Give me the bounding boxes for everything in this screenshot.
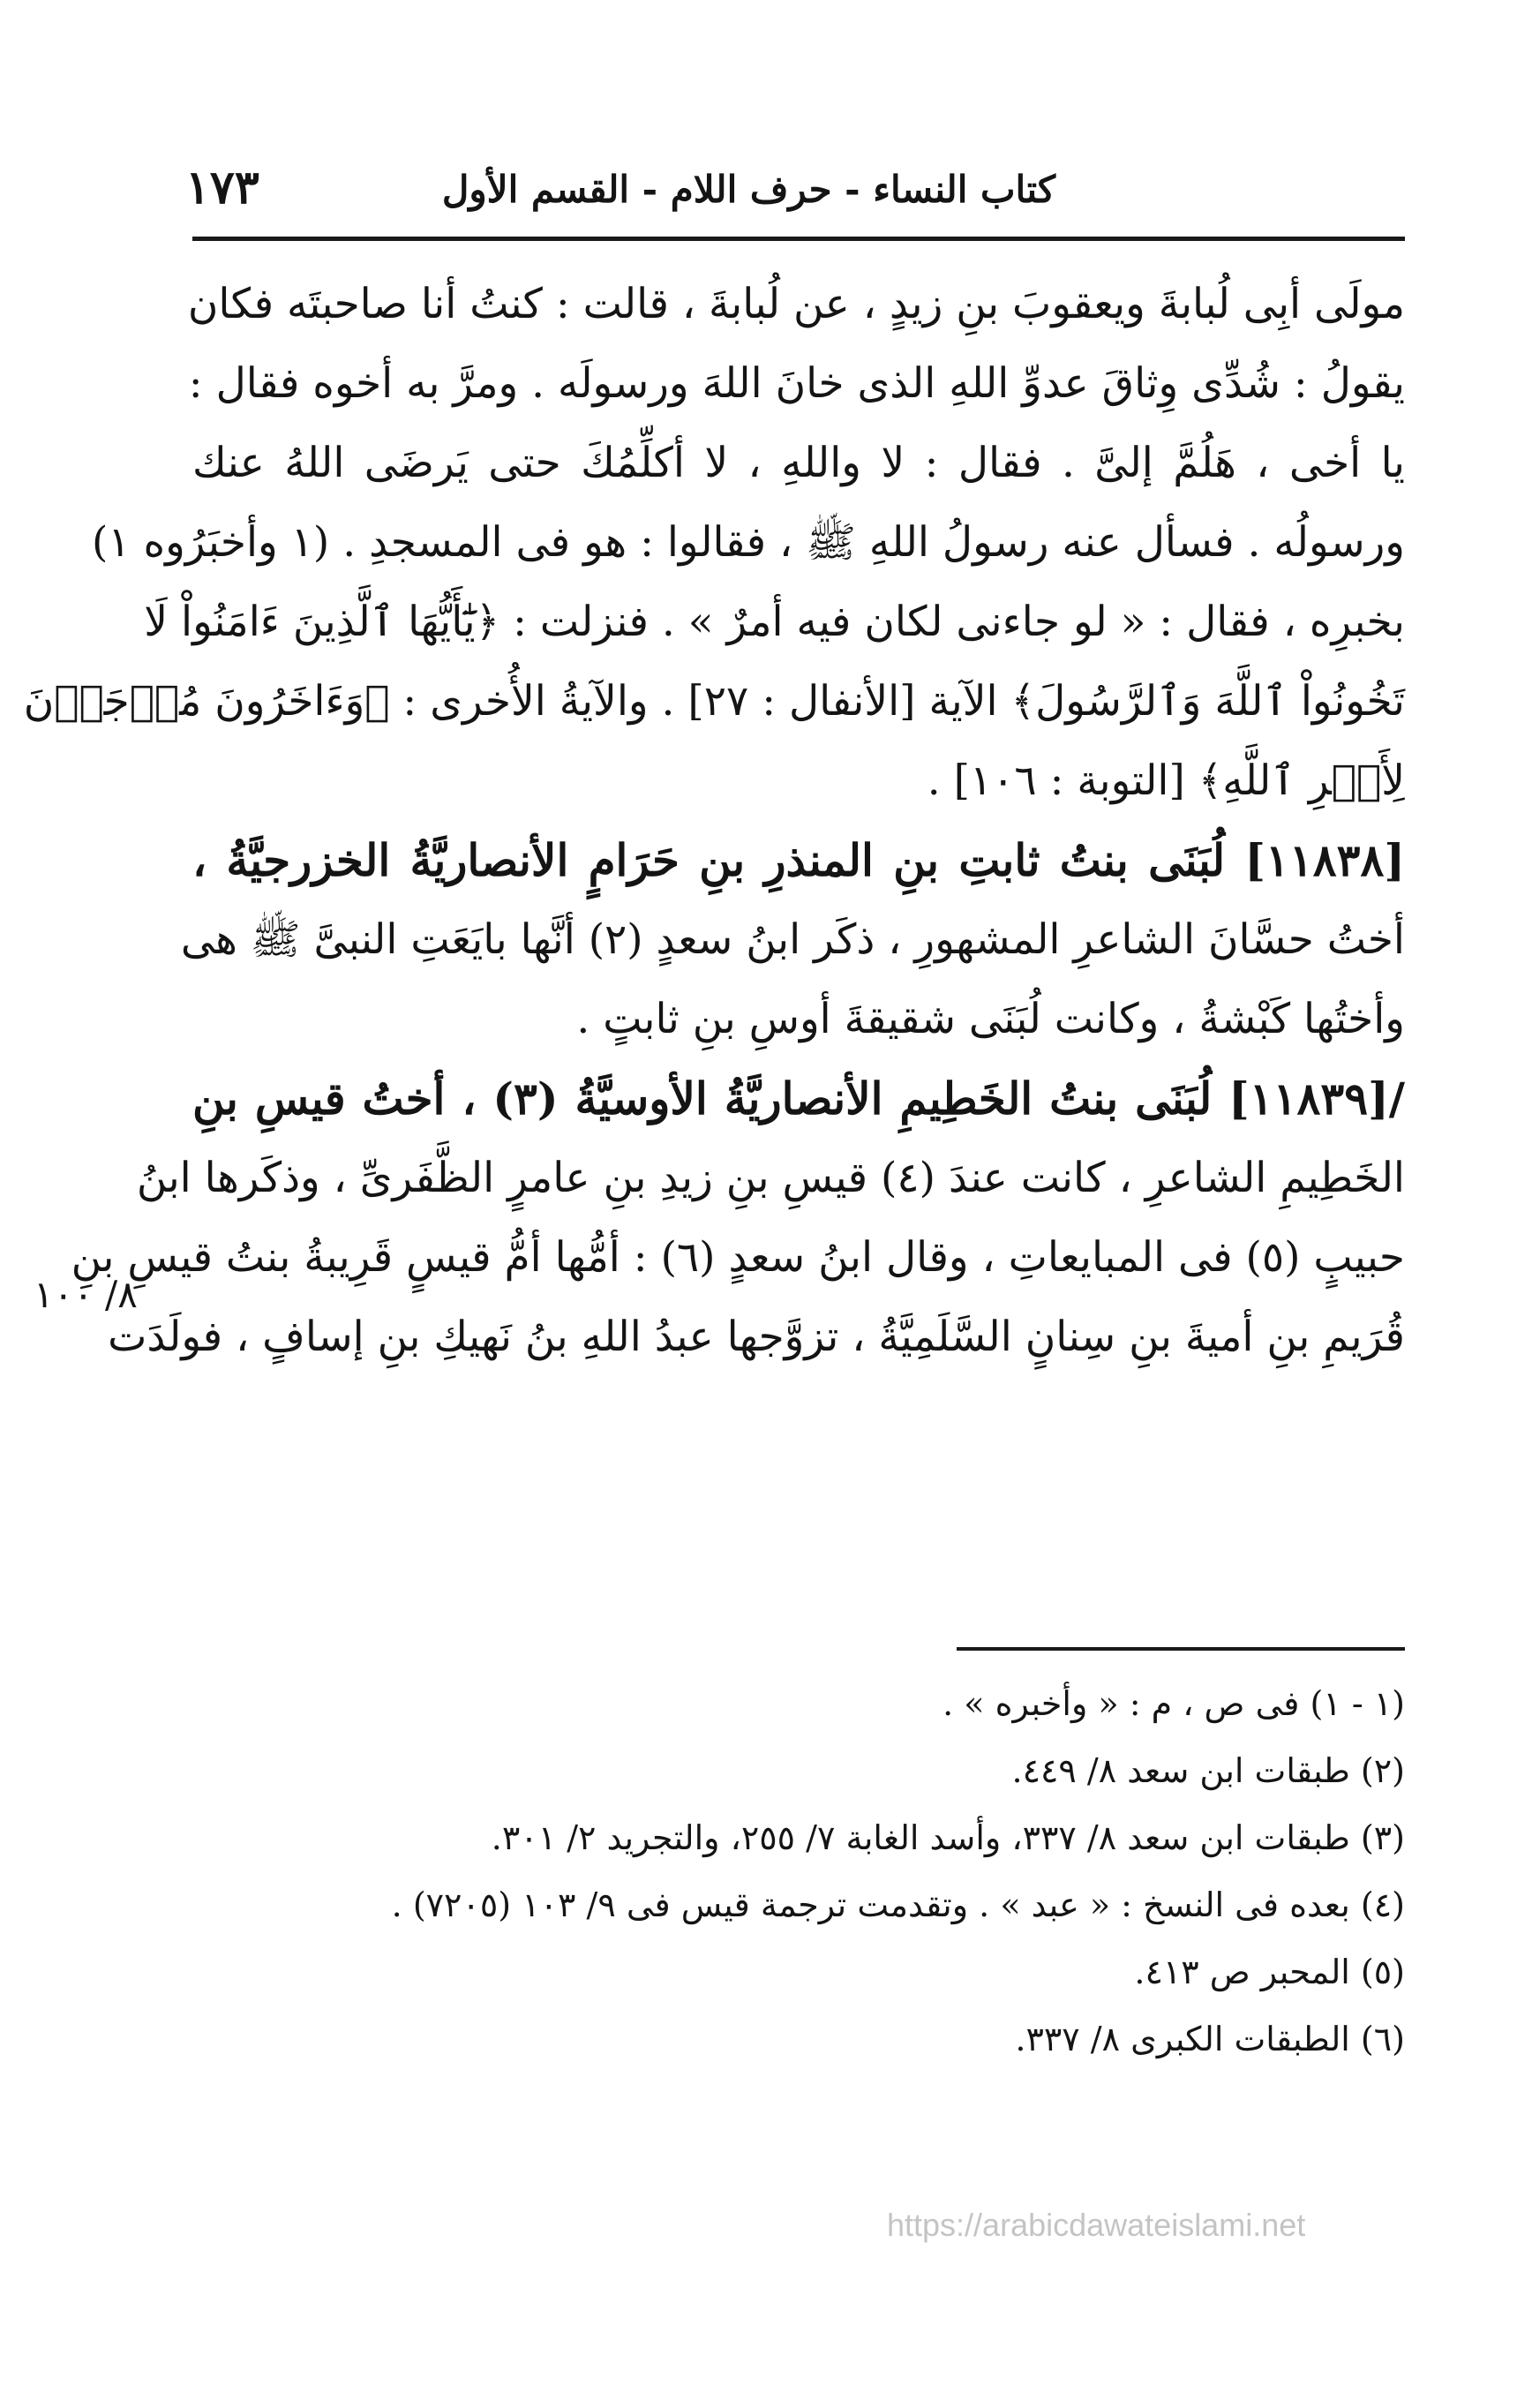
text-line: مولَى أبِى لُبابةَ ويعقوبَ بنِ زيدٍ ، عن لُبابةَ ، قالت : كنتُ أنا صاحبتَه فكان: [187, 280, 1405, 328]
text-line: يقولُ : شُدِّى وِثاقَ عدوِّ اللهِ الذى خانَ اللهَ ورسولَه . ومرَّ به أخوه فقال :: [188, 359, 1405, 408]
text-line: يا أخى ، هَلُمَّ إلىَّ . فقال : لا واللهِ ، لا أكلِّمُكَ حتى يَرضَى اللهُ عنك: [192, 439, 1405, 487]
text-line: تَخُونُواْ ٱللَّهَ وَٱلرَّسُولَ﴾ الآية [الأنفال : ٢٧] . والآيةُ الأُخرى : ﴿وَءَاخَرُونَ مُرۡجَوۡنَ: [23, 677, 1405, 726]
footnotes: [192, 1670, 1405, 2073]
text-line: وأختُها كَبْشةُ ، وكانت لُبَنَى شقيقةَ أوسِ بنِ ثابتٍ .: [576, 995, 1405, 1043]
footnote: (٦) الطبقات الكبرى ٨/ ٣٣٧.: [1015, 2020, 1405, 2058]
margin-volume-reference: ٨/ ١٠٠: [34, 1273, 138, 1316]
entry-heading-11839: /[١١٨٣٩] لُبَنَى بنتُ الخَطِيمِ الأنصاريَّةُ الأوسيَّةُ (٣) ، أختُ قيسِ بنِ: [192, 1072, 1405, 1125]
watermark-url: https://arabicdawateislami.net: [887, 2207, 1306, 2243]
footnote: (١ - ١) فى ص ، م : « وأخبره » .: [942, 1684, 1405, 1723]
footnote: (٤) بعده فى النسخ : « عبد » . وتقدمت ترجمة قيس فى ٩/ ١٠٣ (٧٢٠٥) .: [391, 1885, 1405, 1924]
header-rule: [192, 237, 1405, 241]
text-line: أختُ حسَّانَ الشاعرِ المشهورِ ، ذكَر ابنُ سعدٍ (٢) أنَّها بايَعَتِ النبىَّ ﷺ هى: [180, 915, 1405, 964]
text-line: ورسولُه . فسأل عنه رسولُ اللهِ ﷺ ، فقالوا : هو فى المسجدِ . (١ وأخبَرُوه ١): [91, 518, 1405, 567]
footnote: (٥) المحبر ص ٤١٣.: [1134, 1953, 1405, 1991]
text-line: لِأَمۡرِ ٱللَّهِ﴾ [التوبة : ١٠٦] .: [927, 756, 1405, 805]
text-line: بخبرِه ، فقال : « لو جاءنى لكان فيه أمرٌ » . فنزلت : ﴿يَٰٓأَيُّهَا ٱلَّذِينَ ءَامَنُواْ لَا: [144, 598, 1405, 646]
text-line: قُرَيمِ بنِ أميةَ بنِ سِنانٍ السَّلَمِيَّةُ ، تزوَّجها عبدُ اللهِ بنُ نَهيكِ بنِ إسافٍ ، فولَدَت: [108, 1313, 1405, 1361]
running-header-title: كتاب النساء - حرف اللام - القسم الأول: [441, 168, 1055, 211]
text-line: الخَطِيمِ الشاعرِ ، كانت عندَ (٤) قيسِ بنِ زيدِ بنِ عامرٍ الظَّفَرىِّ ، وذكَرها ابنُ: [136, 1154, 1405, 1202]
text-line: حبيبٍ (٥) فى المبايعاتِ ، وقال ابنُ سعدٍ (٦) : أمُّها أمُّ قيسٍ قَرِيبةُ بنتُ قيسِ بنِ: [71, 1233, 1405, 1282]
entry-heading-11838: [١١٨٣٨] لُبَنَى بنتُ ثابتِ بنِ المنذرِ بنِ حَرَامٍ الأنصاريَّةُ الخزرجيَّةُ ،: [192, 834, 1405, 886]
page-number: ١٧٣: [185, 161, 259, 214]
footnote: (٢) طبقات ابن سعد ٨/ ٤٤٩.: [1011, 1751, 1405, 1790]
footnote: (٣) طبقات ابن سعد ٨/ ٣٣٧، وأسد الغابة ٧/ ٢٥٥، والتجريد ٢/ ٣٠١.: [491, 1818, 1405, 1857]
footnote-rule: [957, 1647, 1405, 1651]
